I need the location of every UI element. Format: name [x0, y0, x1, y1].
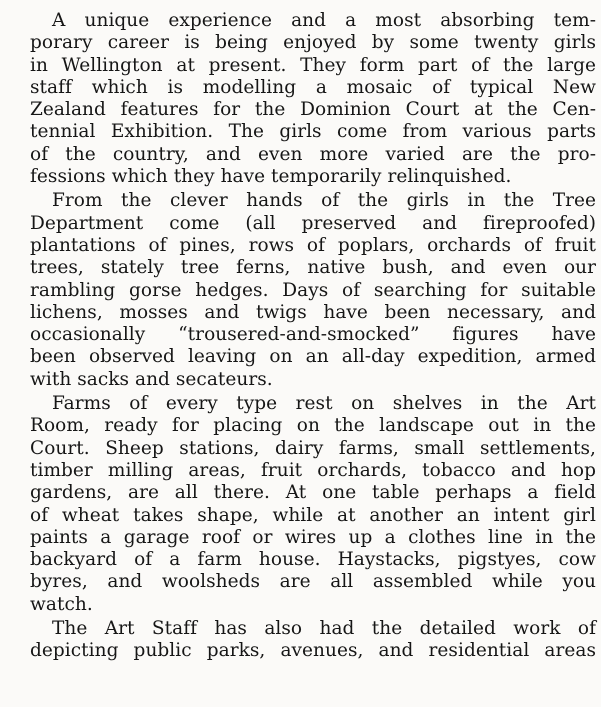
text-line: in Wellington at present. They form part of the large [30, 54, 596, 76]
text-line: staff which is modelling a mosaic of typical New [30, 76, 596, 98]
text-line: depicting public parks, avenues, and residential areas [30, 640, 596, 662]
paragraph-1 [30, 10, 596, 188]
text-line: backyard of a farm house. Haystacks, pigstyes, cow [30, 549, 596, 571]
paragraph-3 [30, 393, 596, 616]
text-line: Room, ready for placing on the landscape out in the [30, 415, 596, 437]
text-line: fessions which they have temporarily relinquished. [30, 166, 512, 188]
text-line: trees, stately tree ferns, native bush, and even our [30, 257, 596, 279]
text-line: gardens, are all there. At one table perhaps a field [30, 482, 596, 504]
text-line: A unique experience and a most absorbing tem- [52, 10, 596, 31]
text-line: occasionally “trousered-and-smocked” figures have [30, 324, 596, 346]
text-line: Zealand features for the Dominion Court at the Cen- [30, 99, 596, 121]
text-line: byres, and woolsheds are all assembled while you [30, 571, 596, 593]
text-line: Department come (all preserved and fireproofed) [30, 212, 596, 234]
text-line: tennial Exhibition. The girls come from various parts [30, 121, 596, 143]
article-body [30, 10, 596, 665]
text-line: with sacks and secateurs. [30, 368, 273, 390]
text-line: The Art Staff has also had the detailed work of [52, 618, 596, 640]
text-line: of the country, and even more varied are the pro- [30, 143, 596, 165]
text-line: timber milling areas, fruit orchards, tobacco and hop [30, 459, 596, 481]
text-line: porary career is being enjoyed by some twenty girls [30, 32, 596, 54]
text-line: Court. Sheep stations, dairy farms, small settlements, [30, 437, 596, 459]
text-line: From the clever hands of the girls in the Tree [52, 190, 596, 212]
text-line: rambling gorse hedges. Days of searching for suitable [30, 279, 596, 301]
text-line: Farms of every type rest on shelves in the Art [52, 393, 596, 415]
text-line: been observed leaving on an all-day expedition, armed [30, 346, 596, 368]
text-line: of wheat takes shape, while at another an intent girl [30, 504, 596, 526]
text-line: lichens, mosses and twigs have been necessary, and [30, 301, 596, 323]
paragraph-2 [30, 190, 596, 391]
paragraph-4 [30, 618, 596, 663]
text-line: plantations of pines, rows of poplars, orchards of fruit [30, 234, 596, 256]
text-line: watch. [30, 593, 93, 615]
text-line: paints a garage roof or wires up a clothes line in the [30, 526, 596, 548]
